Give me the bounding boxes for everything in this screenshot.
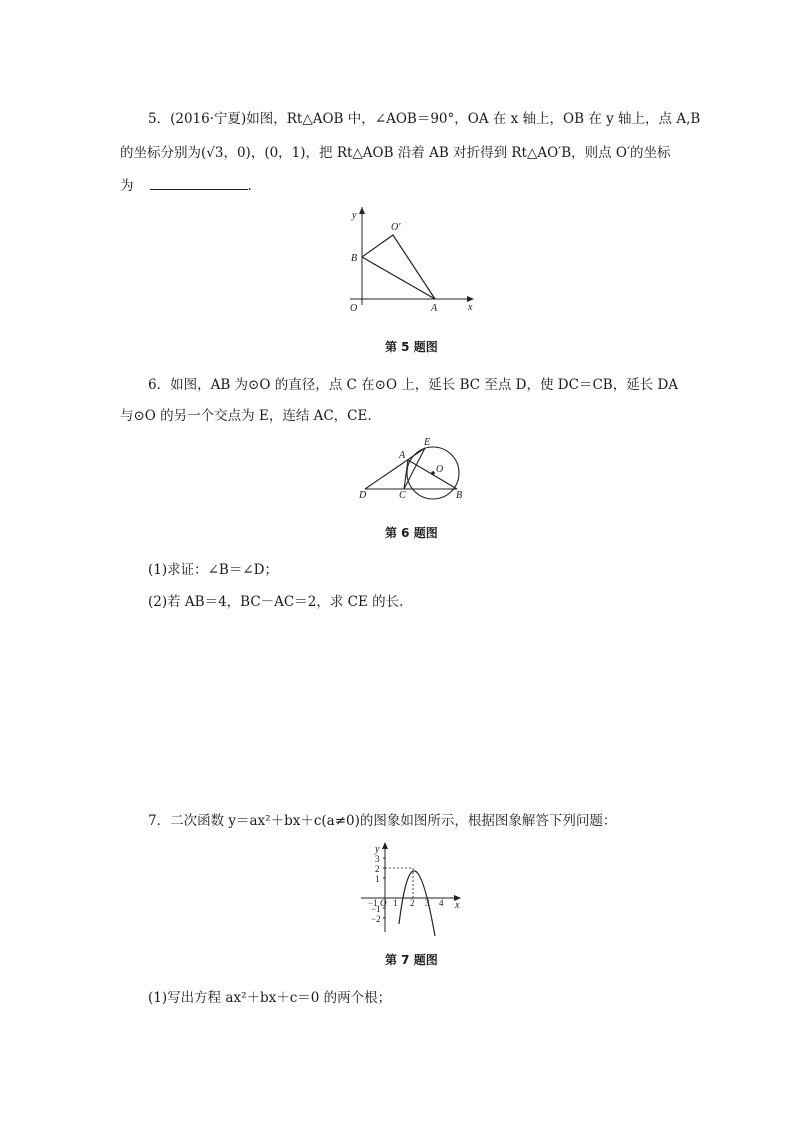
q6-label-E: E — [424, 437, 431, 448]
q7-tick-y3: 3 — [375, 854, 380, 864]
q7-caption: 第 7 题图 — [385, 953, 438, 967]
q5-text-line1: 5．(2016·宁夏)如图，Rt△AOB 中，∠AOB＝90°，OA 在 x 轴上，OB 在 y 轴上，点 A,B — [148, 111, 701, 127]
q6-label-B: B — [456, 490, 463, 501]
q5-label-Oprime: O′ — [391, 222, 401, 233]
q5-label-O: O — [350, 303, 358, 314]
q6-caption: 第 6 题图 — [385, 526, 438, 540]
q7-part1: (1)写出方程 ax²＋bx＋c＝0 的两个根； — [148, 990, 392, 1006]
q7-tick-x1: 1 — [393, 898, 398, 908]
q5-text-wei: 为 — [120, 178, 134, 194]
q7-tick-ym2: −2 — [371, 914, 381, 924]
q7-tick-y1: 1 — [375, 874, 380, 884]
q7-label-O: O — [380, 898, 387, 908]
q5-label-B: B — [351, 253, 358, 264]
q7-tick-x2: 2 — [410, 898, 415, 908]
q5-label-x: x — [468, 302, 473, 313]
q6-label-A: A — [399, 450, 406, 461]
q6-label-D: D — [359, 490, 367, 501]
q5-label-y: y — [352, 210, 357, 221]
q7-label-x: x — [455, 900, 460, 911]
q5-figure — [340, 205, 480, 320]
q6-text-line2: 与⊙O 的另一个交点为 E，连结 AC，CE. — [120, 408, 372, 424]
q6-figure — [355, 436, 470, 501]
q6-part1: (1)求证：∠B＝∠D； — [148, 562, 278, 578]
q6-part2: (2)若 AB＝4，BC－AC＝2，求 CE 的长. — [148, 594, 404, 610]
q5-text-line3: 为 . — [120, 178, 252, 194]
q7-tick-xm1: −1 — [368, 898, 378, 908]
q6-text-line1: 6．如图，AB 为⊙O 的直径，点 C 在⊙O 上，延长 BC 至点 D，使 DC＝CB，延长 DA — [148, 377, 679, 393]
q5-caption: 第 5 题图 — [385, 340, 438, 354]
q7-tick-ym1: −1 — [371, 904, 381, 914]
q5-text-line2: 的坐标分别为(√3，0)，(0，1)，把 Rt△AOB 沿着 AB 对折得到 Rt△AO′B，则点 O′的坐标 — [120, 145, 671, 161]
q6-label-C: C — [399, 490, 406, 501]
q7-figure — [355, 842, 465, 937]
q7-tick-x3: 3 — [425, 898, 430, 908]
q5-label-A: A — [431, 303, 438, 314]
q5-answer-blank[interactable] — [150, 177, 248, 190]
q7-label-y: y — [375, 844, 380, 855]
q7-tick-y2: 2 — [375, 864, 380, 874]
q7-tick-x4: 4 — [439, 898, 444, 908]
q6-label-O: O — [436, 464, 444, 475]
q7-text-line1: 7．二次函数 y＝ax²＋bx＋c(a≠0)的图象如图所示，根据图象解答下列问题： — [148, 813, 617, 829]
